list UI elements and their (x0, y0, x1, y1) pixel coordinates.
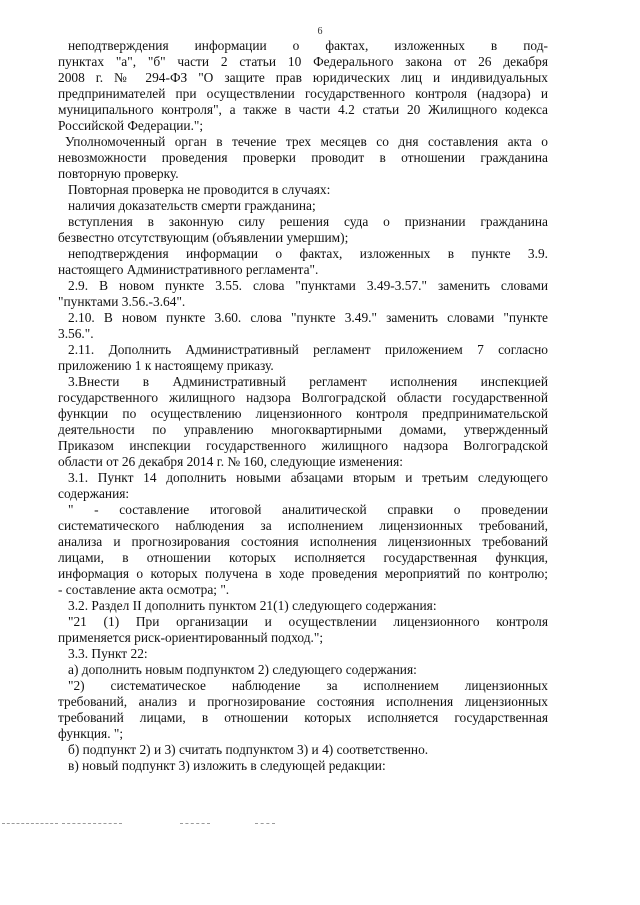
text-line: Повторная проверка не проводится в случаях: (68, 182, 331, 197)
page-number: 6 (317, 26, 323, 37)
text-line: содержания: (58, 486, 130, 501)
text-line: " - составление итоговой аналитической справки о проведении (68, 502, 548, 517)
text-line: Приказом инспекции государственного жилищного надзора Волгоградской (58, 438, 548, 453)
text-line: 2.11. Дополнить Административный регламент приложением 7 согласно (68, 342, 548, 357)
text-line: 3.56.". (58, 326, 94, 341)
text-line: области от 26 декабря 2014 г. № 160, следующие изменения: (58, 454, 403, 469)
text-line: вступления в законную силу решения суда о признании гражданина (68, 214, 548, 229)
scan-artifact-line (2, 823, 58, 824)
text-line: а) дополнить новым подпунктом 2) следующего содержания: (68, 662, 417, 677)
text-line: функция. "; (58, 726, 124, 741)
text-line: неподтверждения информации о фактах, изложенных в под- (68, 38, 548, 53)
text-line: неподтверждения информации о фактах, изложенных в пункте 3.9. (68, 246, 548, 261)
text-line: приложению 1 к настоящему приказу. (58, 358, 274, 373)
text-line: муниципального контроля", а также в части 4.2 статьи 20 Жилищного кодекса (58, 102, 548, 117)
text-line: лицами, в отношении которых исполняется государственная функция, (58, 550, 548, 565)
text-line: "2) систематическое наблюдение за исполнением лицензионных (68, 678, 548, 693)
text-line: государственного жилищного надзора Волгоградской области государственной (58, 390, 548, 405)
text-line: 2.10. В новом пункте 3.60. слова "пункте 3.49." заменить словами "пункте (68, 310, 548, 325)
text-line: "пунктами 3.56.-3.64". (58, 294, 186, 309)
scan-artifact-line (180, 823, 210, 824)
text-line: анализа и прогнозирования состояния исполнения лицензионных требований (58, 534, 548, 549)
text-line: информация о которых получена в ходе проведения мероприятий по контролю; (58, 566, 548, 581)
text-line: 3.3. Пункт 22: (68, 646, 148, 661)
scan-artifact-line (255, 823, 275, 824)
text-line: Уполномоченный орган в течение трех месяцев со дня составления акта о (65, 134, 548, 149)
text-line: систематического наблюдения за исполнением лицензионных требований, (58, 518, 548, 533)
text-line: 3.Внести в Административный регламент исполнения инспекцией (68, 374, 548, 389)
text-line: требований, анализ и прогнозирование состояния исполнения лицензионных (58, 694, 548, 709)
text-line: - составление акта осмотра; ". (58, 582, 230, 597)
text-line: деятельности по управлению многоквартирными домами, утвержденный (58, 422, 548, 437)
text-line: в) новый подпункт 3) изложить в следующей редакции: (68, 758, 386, 773)
text-line: требований лицами, в отношении которых исполняется государственная (58, 710, 548, 725)
text-line: "21 (1) При организации и осуществлении лицензионного контроля (68, 614, 548, 629)
text-line: предпринимателей при осуществлении государственного контроля (надзора) и (58, 86, 548, 101)
text-line: 2008 г. № 294-ФЗ "О защите прав юридических лиц и индивидуальных (58, 70, 548, 85)
text-line: Российской Федерации."; (58, 118, 204, 133)
text-line: 2.9. В новом пункте 3.55. слова "пунктами 3.49-3.57." заменить словами (68, 278, 548, 293)
text-line: функции по осуществлению лицензионного контроля предпринимательской (58, 406, 548, 421)
text-line: применяется риск-ориентированный подход."; (58, 630, 324, 645)
scan-artifact-line (62, 823, 122, 824)
text-line: повторную проверку. (58, 166, 179, 181)
text-line: б) подпункт 2) и 3) считать подпунктом 3) и 4) соответственно. (68, 742, 429, 757)
text-line: пунктах "а", "б" части 2 статьи 10 Федерального закона от 26 декабря (58, 54, 548, 69)
text-line: 3.1. Пункт 14 дополнить новыми абзацами вторым и третьим следующего (68, 470, 548, 485)
text-line: 3.2. Раздел II дополнить пунктом 21(1) следующего содержания: (68, 598, 437, 613)
text-line: наличия доказательств смерти гражданина; (68, 198, 316, 213)
text-line: настоящего Административного регламента". (58, 262, 319, 277)
text-line: невозможности проведения проверки проводит в отношении гражданина (58, 150, 548, 165)
text-line: безвестно отсутствующим (объявлении умершим); (58, 230, 349, 245)
